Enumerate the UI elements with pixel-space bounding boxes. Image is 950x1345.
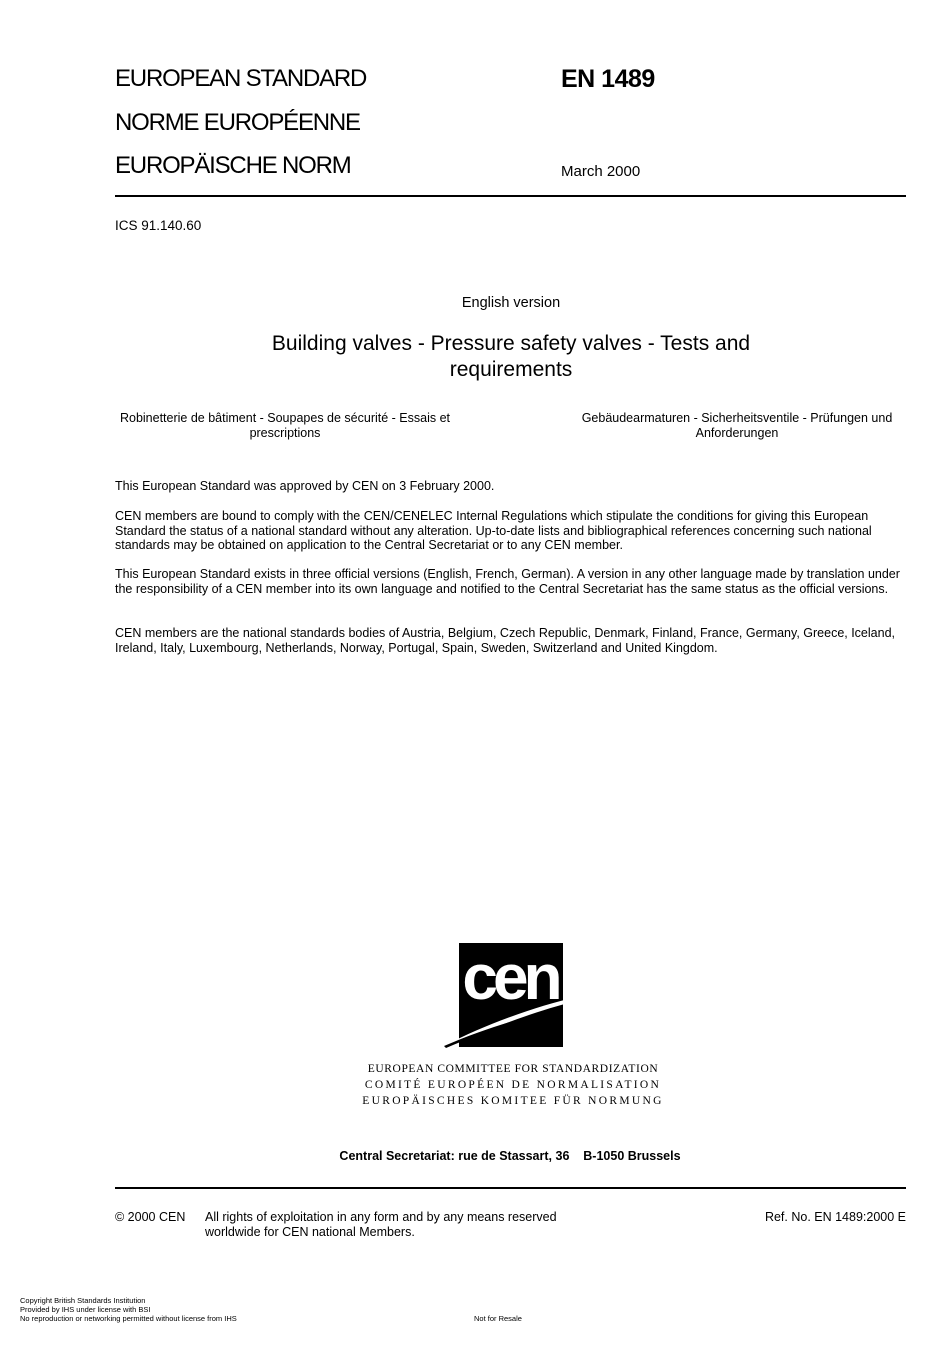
cen-logo-icon (444, 943, 579, 1049)
committee-names (343, 1061, 683, 1109)
compliance-paragraph: CEN members are bound to comply with the CEN/CENELEC Internal Regulations which stipulate the conditions for giving this European Standard the status of a national standard without any alteration. Up-to-date lists and bibliographical references concerning such national standards may be obtained on application to the Central Secretariat or to any CEN member. (115, 509, 872, 553)
standard-number: EN 1489 (561, 65, 655, 93)
members-paragraph: CEN members are the national standards bodies of Austria, Belgium, Czech Republic, Denmark, Finland, France, Germany, Greece, Iceland, Ireland, Italy, Luxembourg, Netherlands, Norway, Portugal, Spain, Sweden, Switzerland and United Kingdom. (115, 626, 895, 655)
version-label: English version (461, 295, 561, 311)
rights-statement: All rights of exploitation in any form and by any means reserved worldwide for CEN national Members. (205, 1210, 557, 1239)
title-french: NORME EUROPÉENNE (115, 109, 360, 136)
reference-number: Ref. No. EN 1489:2000 E (764, 1210, 906, 1224)
committee-name-french: COMITÉ EUROPÉEN DE NORMALISATION (364, 1079, 662, 1091)
versions-paragraph: This European Standard exists in three official versions (English, French, German). A version in any other language made by translation under the responsibility of a CEN member into its own language and notified to the Central Secretariat has the same status as the official versions. (115, 567, 900, 596)
license-line: No reproduction or networking permitted without license from IHS (20, 1314, 237, 1323)
license-line: Copyright British Standards Institution (20, 1296, 146, 1305)
title-english: EUROPEAN STANDARD (115, 65, 367, 92)
ics-code: ICS 91.140.60 (115, 218, 202, 233)
not-for-resale: Not for Resale (474, 1314, 522, 1323)
license-line: Provided by IHS under license with BSI (20, 1305, 151, 1314)
committee-name-english: EUROPEAN COMMITTEE FOR STANDARDIZATION (367, 1063, 659, 1075)
french-title: Robinetterie de bâtiment - Soupapes de sécurité - Essais et prescriptions (119, 411, 451, 440)
committee-name-german: EUROPÄISCHES KOMITEE FÜR NORMUNG (362, 1095, 664, 1107)
document-title: Building valves - Pressure safety valves - Tests and requirements (271, 332, 751, 381)
secretariat-address: Central Secretariat: rue de Stassart, 36 B-1050 Brussels (339, 1149, 681, 1163)
footer-divider (115, 1187, 906, 1189)
approval-paragraph: This European Standard was approved by CEN on 3 February 2000. (115, 479, 495, 493)
license-notice (20, 1296, 237, 1323)
copyright-cen: © 2000 CEN (115, 1210, 186, 1224)
cen-logo-text: cen (462, 943, 558, 1013)
german-title: Gebäudearmaturen - Sicherheitsventile - Prüfungen und Anforderungen (581, 411, 893, 440)
publication-date: March 2000 (561, 163, 641, 180)
title-german: EUROPÄISCHE NORM (115, 152, 351, 179)
header-divider (115, 195, 906, 197)
